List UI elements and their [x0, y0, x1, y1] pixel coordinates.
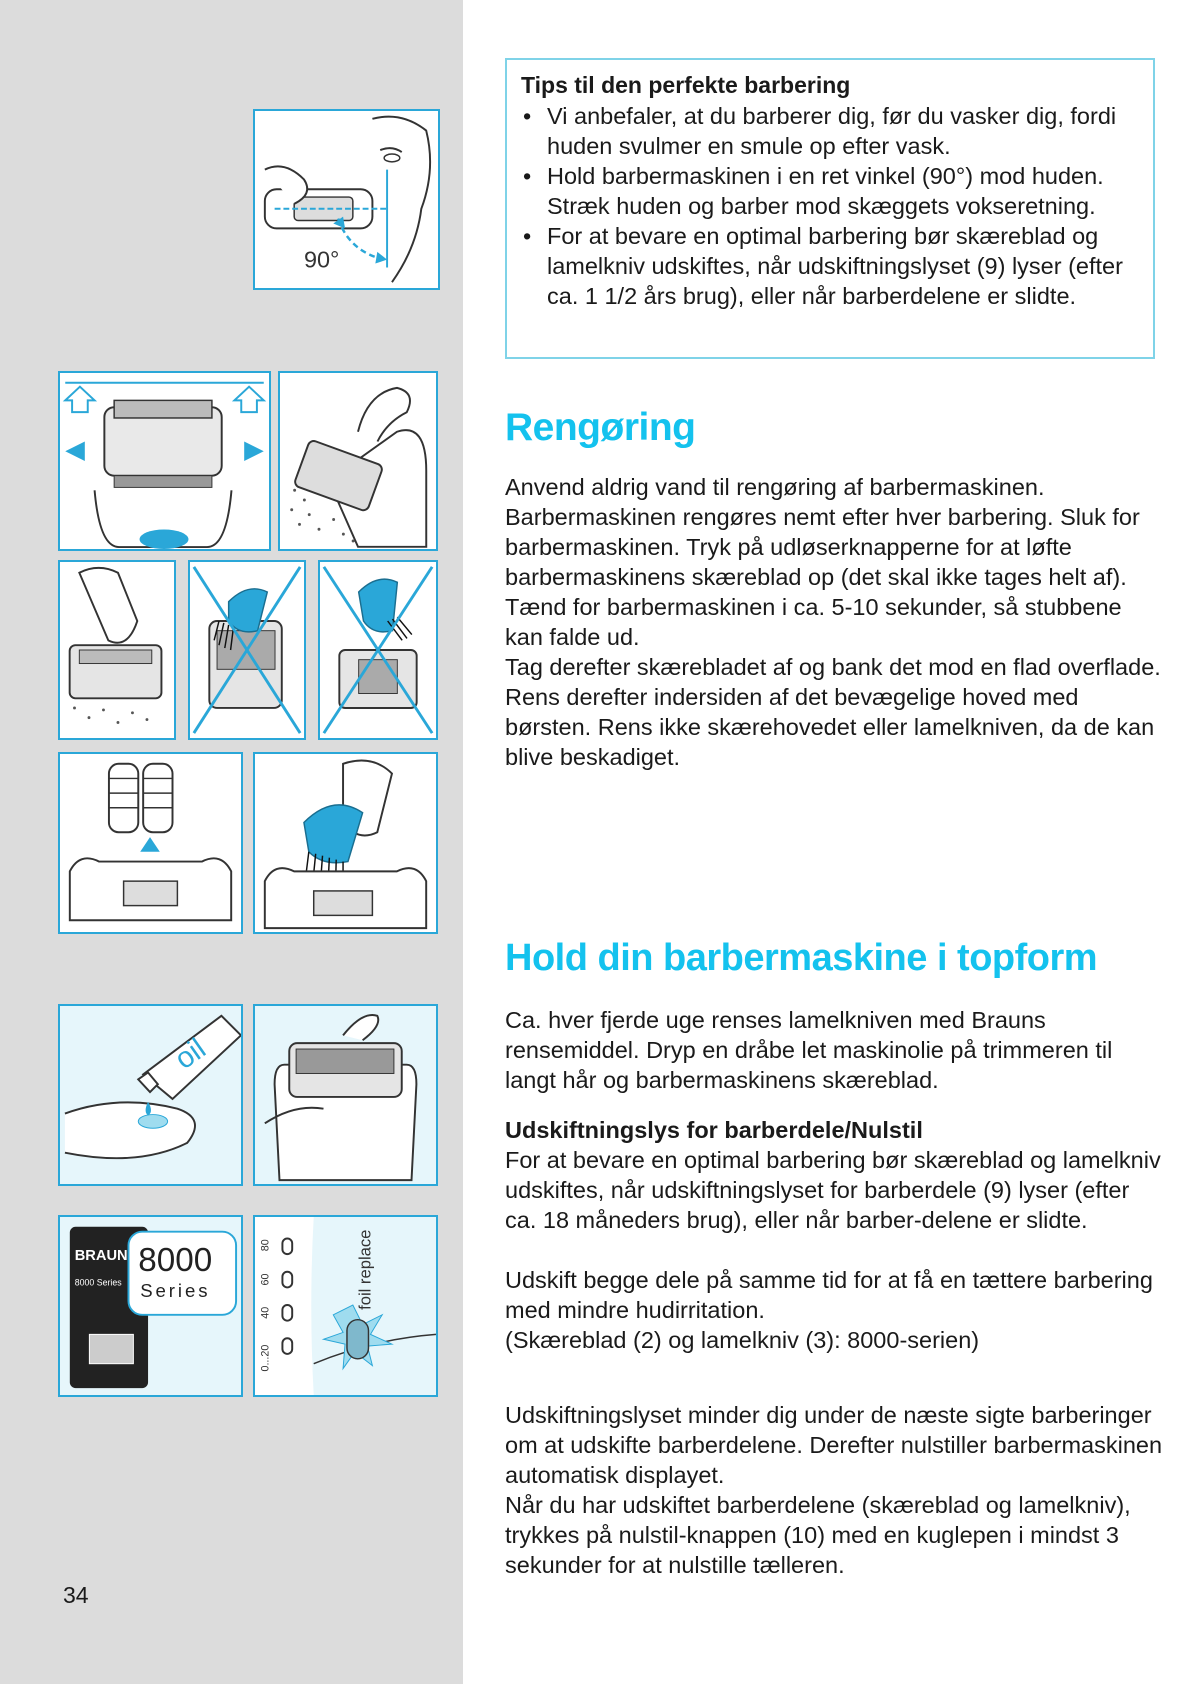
figure-tap-foil [278, 371, 438, 551]
figure-replace-indicator [253, 1215, 438, 1397]
maintenance-paragraph-5: Udskiftningslyset minder dig under de næste sigte barberinger om at udskifte barberdelene. Derefter nulstiller barbermaskinen automatisk displayet. [505, 1402, 1163, 1488]
maintenance-paragraph-6: Når du har udskiftet barberdelene (skæreblad og lamelkniv), trykkes på nulstil-knappen (10) med en kuglepen i mindst 3 sekunder for at nulstille tælleren. [505, 1492, 1131, 1578]
page-number: 34 [63, 1582, 89, 1608]
foil-replace-label: foil replace [355, 1229, 375, 1310]
maintenance-subheading: Udskiftningslys for barberdele/Nulstil [505, 1117, 923, 1143]
oil-label: oil [168, 1031, 212, 1076]
figure-remove-cutter [58, 752, 243, 934]
figure-replacement-pack [58, 1215, 243, 1397]
figure-brush-head [253, 752, 438, 934]
shaving-angle-illustration [255, 111, 438, 288]
figure-no-brush-foil [188, 560, 306, 740]
tips-item: • Vi anbefaler, at du barberer dig, før du vasker dig, fordi huden svulmer en smule op efter vask. [521, 101, 1139, 161]
scale-label-80: 80 [259, 1239, 272, 1252]
figure-shaving-angle [253, 109, 440, 290]
maintenance-heading: Hold din barbermaskine i topform [505, 937, 1098, 979]
maintenance-paragraph-2: For at bevare en optimal barbering bør skæreblad og lamelkniv udskiftes, når udskiftningslyset for barberdele (9) lyser (efter ca. 18 måneders brug), eller når barber-delene er slidte. [505, 1147, 1161, 1233]
tips-item: • Hold barbermaskinen i en ret vinkel (90°) mod huden. Stræk huden og barber mod skæggets vokseretning. [521, 161, 1139, 221]
tips-list [521, 101, 1139, 311]
scale-label-60: 60 [259, 1273, 272, 1286]
maintenance-paragraph-1: Ca. hver fjerde uge renses lamelkniven med Brauns rensemiddel. Dryp en dråbe let maskinolie på trimmeren til langt hår og barbermaskinens skæreblad. [505, 1007, 1113, 1093]
cleaning-paragraph-1: Anvend aldrig vand til rengøring af barbermaskinen. Barbermaskinen rengøres nemt efter hver barbering. Sluk for barbermaskinen. Tryk på udløserknapperne for at løfte barbermaskinens skæreblad op (det skal ikke tages helt af). Tænd for barbermaskinen i ca. 5-10 sekunder, så stubbene kan falde ud. [505, 474, 1140, 650]
angle-label: 90° [303, 246, 340, 273]
scale-label-40: 40 [259, 1306, 272, 1319]
figure-release-buttons [58, 371, 271, 551]
series-number-label: 8000 [138, 1241, 213, 1279]
series-word-label: Series [140, 1280, 211, 1302]
figure-foil-open [58, 560, 176, 740]
cleaning-heading: Rengøring [505, 406, 696, 449]
figure-no-brush-cutter [318, 560, 438, 740]
scale-label-0-20: 0...20 [259, 1344, 272, 1372]
cleaning-paragraph-2: Tag derefter skærebladet af og bank det mod en flad overflade. Rens derefter indersiden af det bevægelige hoved med børsten. Rens ikke skærehovedet eller lamelkniven, da de kan blive beskadiget. [505, 654, 1161, 770]
series-small-label: 8000 Series [74, 1277, 122, 1288]
figure-oil-drop [58, 1004, 243, 1186]
tips-title: Tips til den perfekte barbering [521, 72, 851, 98]
tips-box [505, 58, 1155, 359]
maintenance-paragraph-3: Udskift begge dele på samme tid for at få en tættere barbering med mindre hudirritation. [505, 1267, 1153, 1323]
figure-oil-foil [253, 1004, 438, 1186]
tips-item: • For at bevare en optimal barbering bør skæreblad og lamelkniv udskiftes, når udskiftningslyset (9) lyser (efter ca. 1 1/2 års brug), eller når barberdelene er slidte. [521, 221, 1139, 311]
maintenance-paragraph-4: (Skæreblad (2) og lamelkniv (3): 8000-serien) [505, 1327, 980, 1353]
brand-label: BRAUN [74, 1248, 128, 1265]
